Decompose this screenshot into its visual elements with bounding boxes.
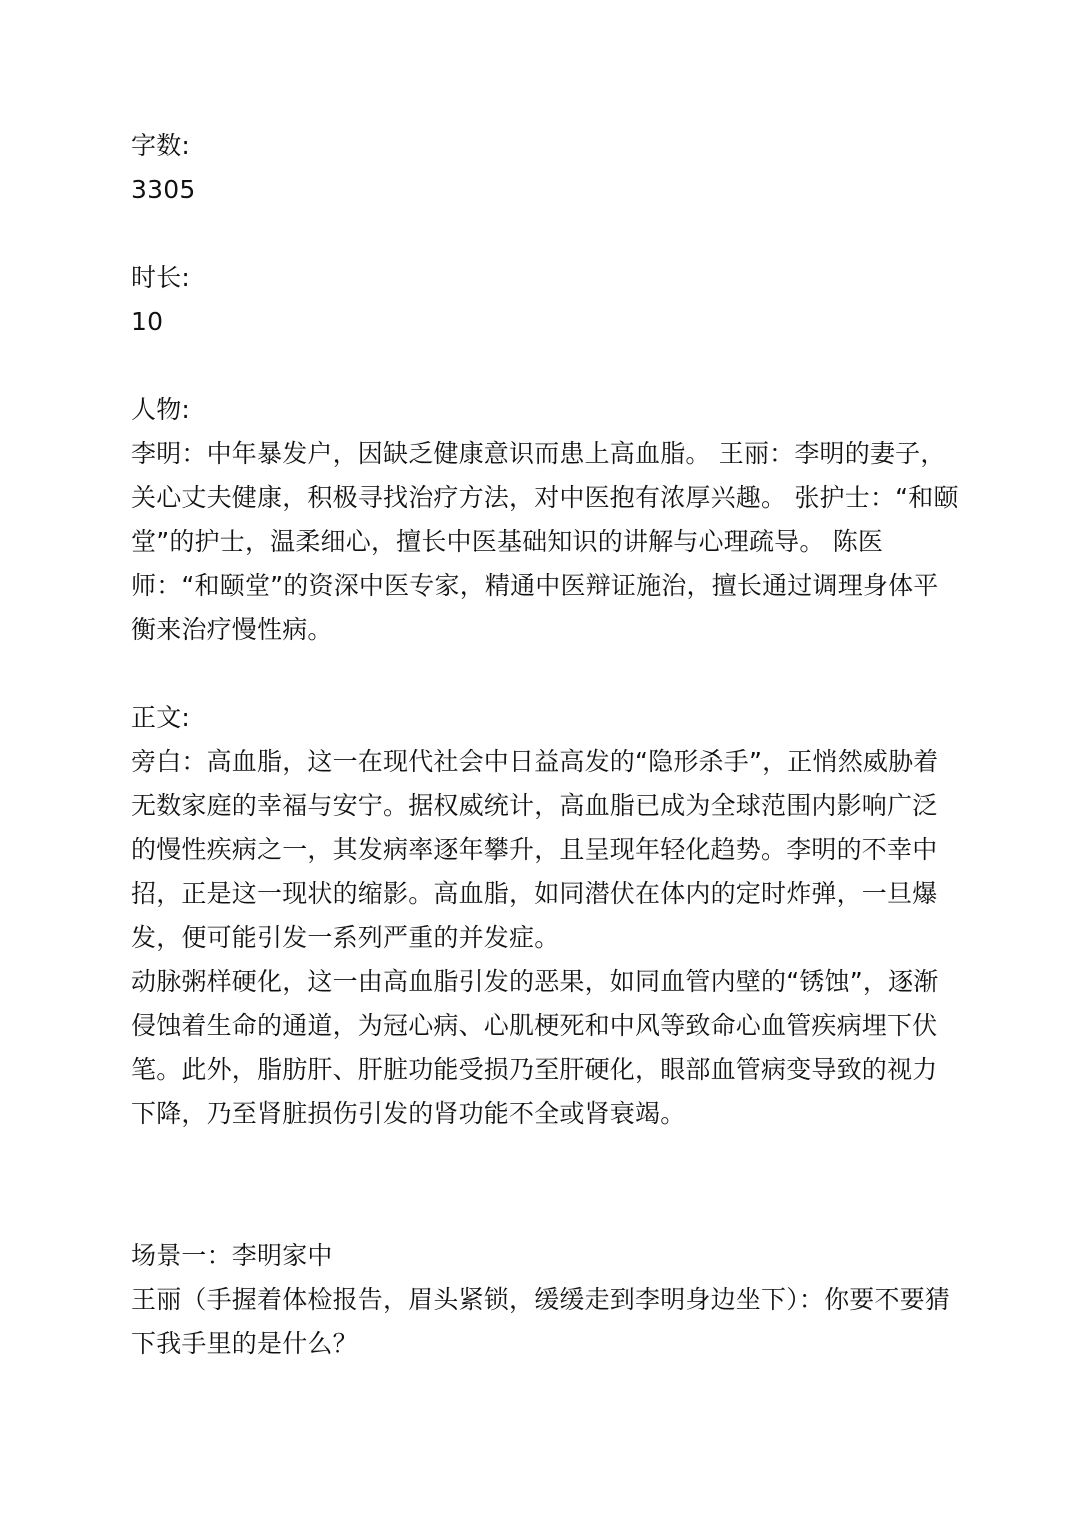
- duration-label: 时长:: [131, 263, 191, 292]
- duration-section: [131, 256, 961, 344]
- word-count-label: 字数:: [131, 131, 191, 160]
- body-label: 正文:: [131, 703, 191, 732]
- scene-section: [131, 1234, 961, 1366]
- body-paragraph-1: 旁白：高血脂，这一在现代社会中日益高发的“隐形杀手”，正悄然威胁着无数家庭的幸福与安宁。据权威统计，高血脂已成为全球范围内影响广泛的慢性疾病之一，其发病率逐年攀升，且呈现年轻化趋势。李明的不幸中招，正是这一现状的缩影。高血脂，如同潜伏在体内的定时炸弹，一旦爆发，便可能引发一系列严重的并发症。: [131, 747, 939, 952]
- duration-value: 10: [131, 307, 164, 336]
- body-section: [131, 696, 961, 1136]
- characters-label: 人物:: [131, 395, 191, 424]
- word-count-value: 3305: [131, 175, 196, 204]
- scene-title: 场景一：李明家中: [131, 1241, 333, 1270]
- body-paragraph-2: 动脉粥样硬化，这一由高血脂引发的恶果，如同血管内壁的“锈蚀”，逐渐侵蚀着生命的通道，为冠心病、心肌梗死和中风等致命心血管疾病埋下伏笔。此外，脂肪肝、肝脏功能受损乃至肝硬化，眼部血管病变导致的视力下降，乃至肾脏损伤引发的肾功能不全或肾衰竭。: [131, 967, 939, 1128]
- word-count-section: [131, 124, 961, 212]
- scene-dialogue: 王丽（手握着体检报告，眉头紧锁，缓缓走到李明身边坐下）：你要不要猜下我手里的是什么？: [131, 1285, 951, 1358]
- characters-section: [131, 388, 961, 652]
- characters-text: 李明：中年暴发户，因缺乏健康意识而患上高血脂。 王丽：李明的妻子，关心丈夫健康，积极寻找治疗方法，对中医抱有浓厚兴趣。 张护士：“和颐堂”的护士，温柔细心，擅长中医基础知识的讲解与心理疏导。 陈医师：“和颐堂”的资深中医专家，精通中医辩证施治，擅长通过调理身体平衡来治疗慢性病。: [131, 439, 959, 644]
